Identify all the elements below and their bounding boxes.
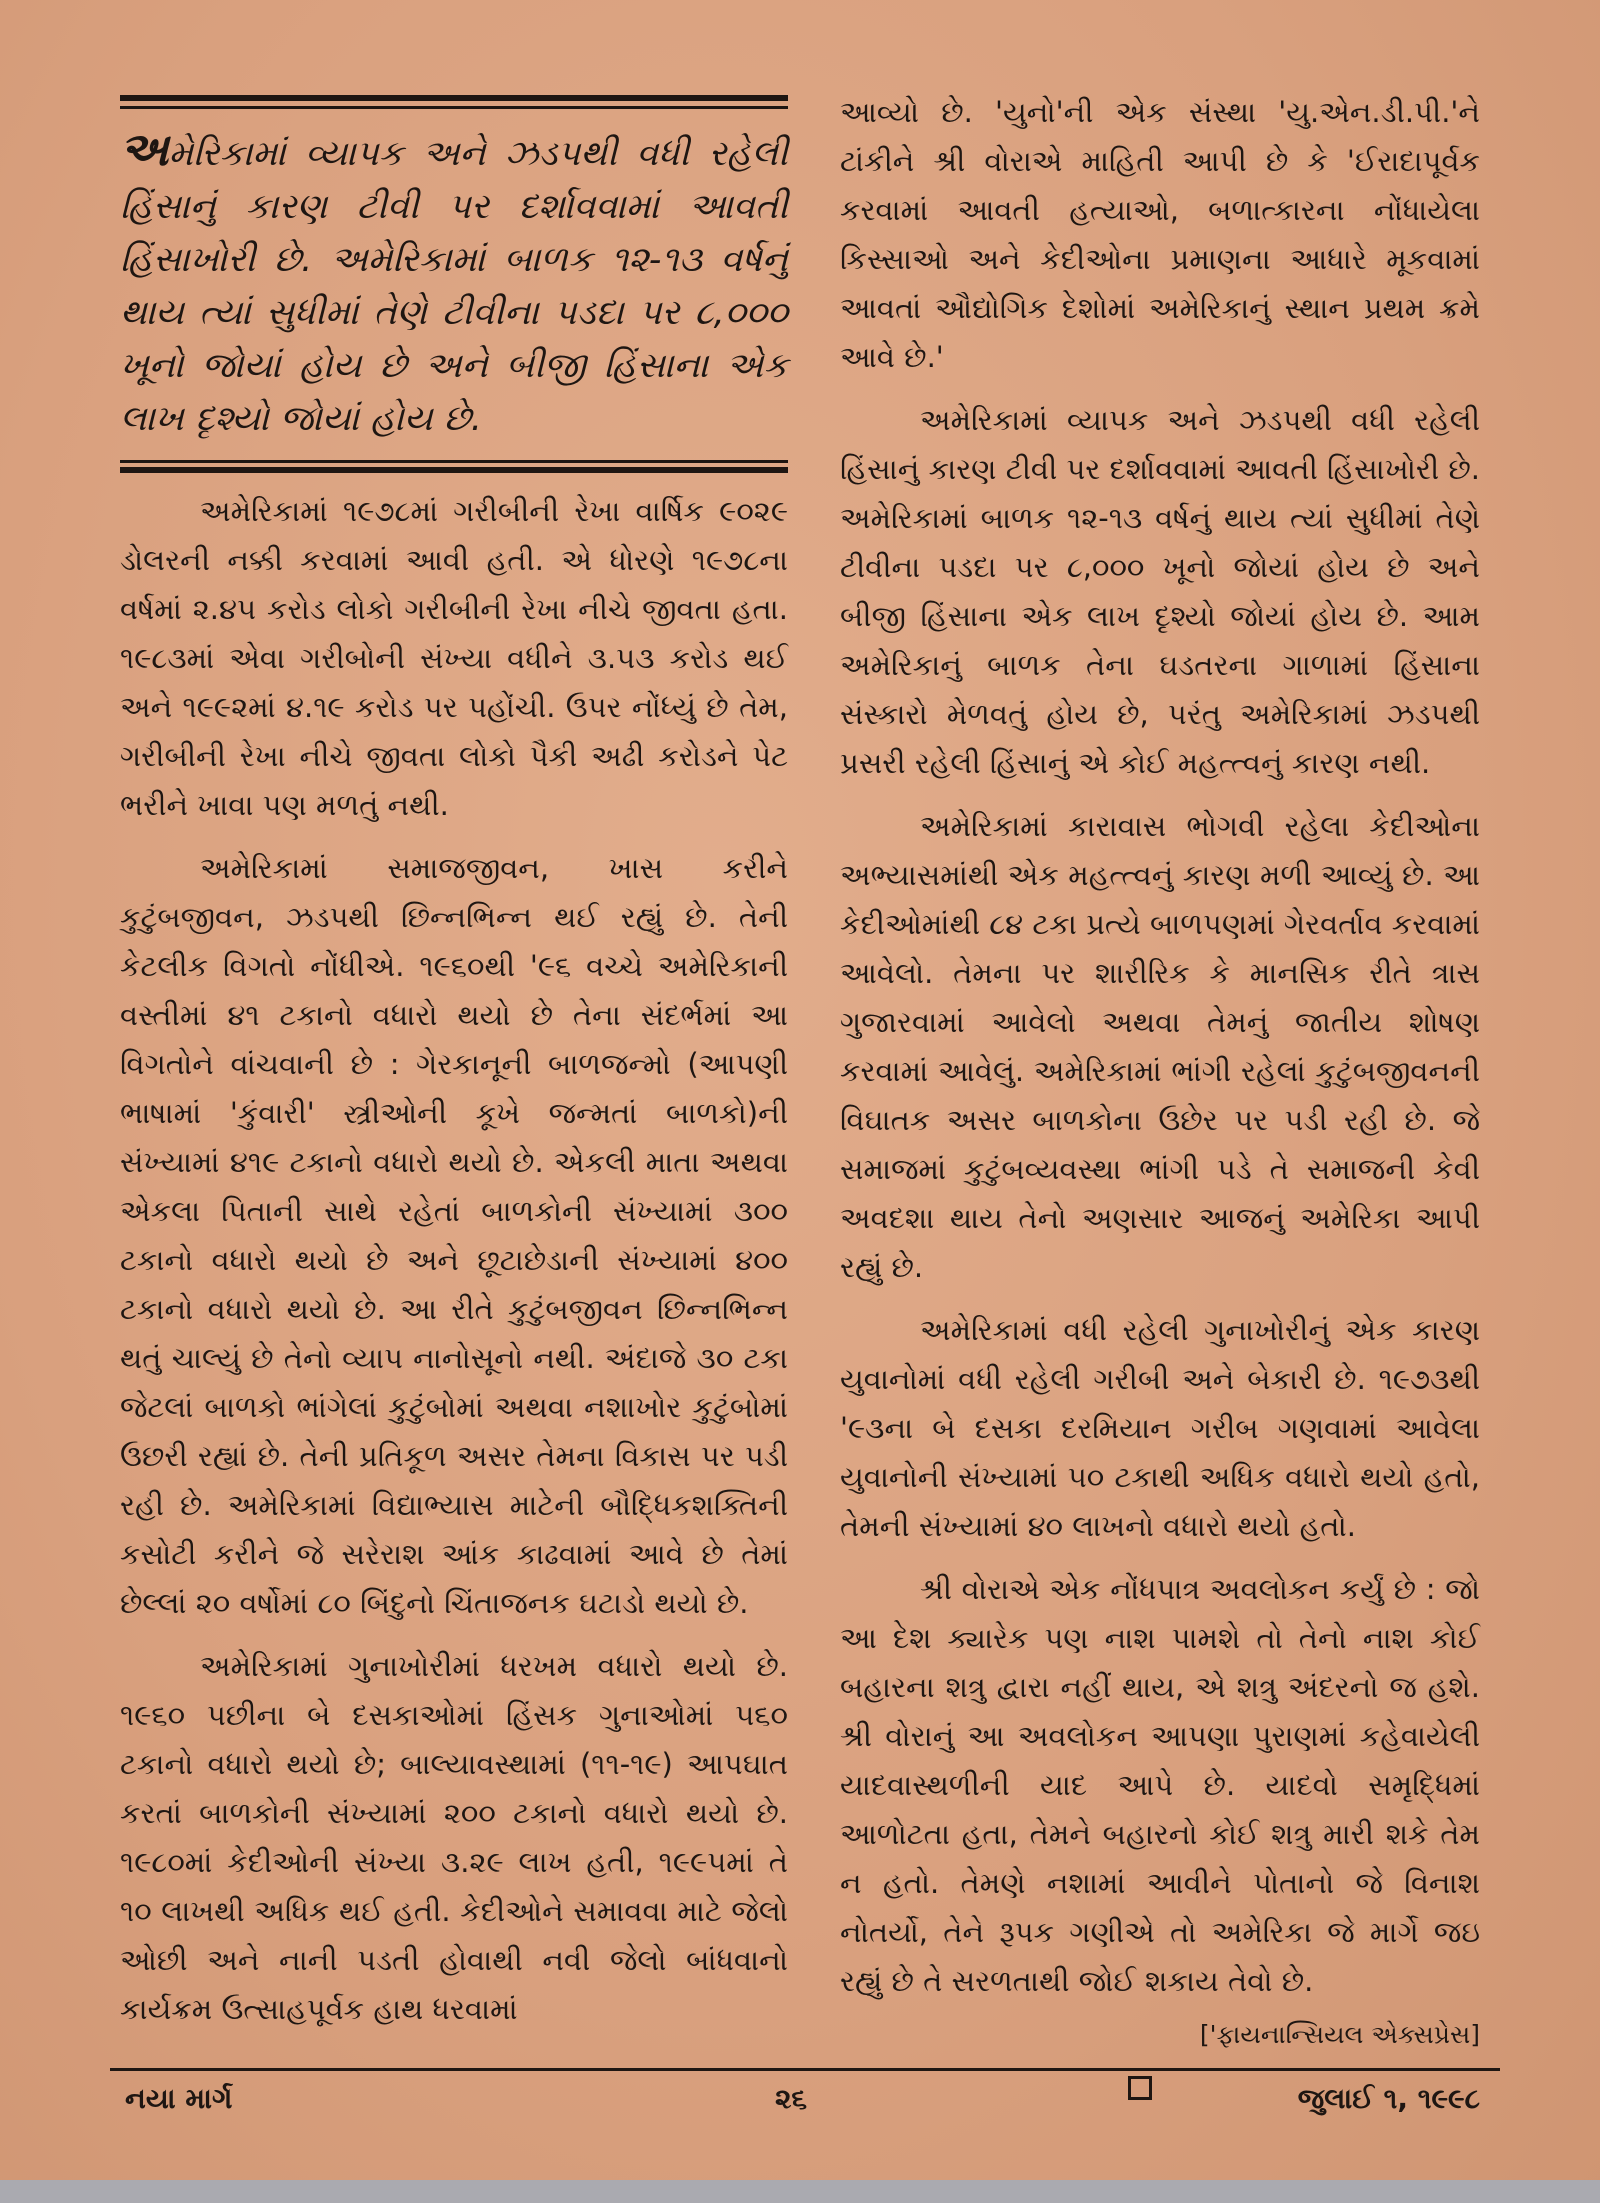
left-paragraph-1: અમેરિકામાં ૧૯૭૮માં ગરીબીની રેખા વાર્ષિક ૯૦૨૯ ડોલરની નક્કી કરવામાં આવી હતી. એ ધોરણે ૧૯૭૮ના વર્ષમાં ૨.૪૫ કરોડ લોકો ગરીબીની રેખા નીચે જીવતા હતા. ૧૯૮૩માં એવા ગરીબોની સંખ્યા વધીને ૩.૫૩ કરોડ થઈ અને ૧૯૯૨માં ૪.૧૯ કરોડ પર પહોંચી. ઉપર નોંધ્યું છે તેમ, ગરીબીની રેખા નીચે જીવતા લોકો પૈકી અઢી કરોડને પેટ ભરીને ખાવા પણ મળતું નથી. xyxy=(120,494,788,822)
footer-publication-name: નયા માર્ગ xyxy=(125,2082,233,2115)
scan-bottom-strip xyxy=(0,2180,1600,2203)
footer-page-number: ૨૬ xyxy=(775,2082,808,2115)
pull-quote-top-rule xyxy=(120,95,788,101)
pull-quote-bottom-rule-thin xyxy=(120,460,788,463)
right-paragraph-4: શ્રી વોરાએ એક નોંધપાત્ર અવલોકન કર્યું છે : જો આ દેશ ક્યારેક પણ નાશ પામશે તો તેનો નાશ કોઈ બહારના શત્રુ દ્વારા નહીં થાય, એ શત્રુ અંદરનો જ હશે. શ્રી વોરાનું આ અવલોકન આપણા પુરાણમાં કહેવાયેલી યાદવાસ્થળીની યાદ આપે છે. યાદવો સમૃદ્ધિમાં આળોટતા હતા, તેમને બહારનો કોઈ શત્રુ મારી શકે તેમ ન હતો. તેમણે નશામાં આવીને પોતાનો જે વિનાશ નોતર્યો, તેને રૂપક ગણીએ તો અમેરિકા જે માર્ગે જઇ રહ્યું છે તે સરળતાથી જોઈ શકાય તેવો છે. xyxy=(840,1572,1480,1998)
pull-quote-drop-cap: અ xyxy=(120,122,169,176)
pull-quote-bottom-rule xyxy=(120,467,788,473)
source-credit: ['ફાયનાન્સિયલ એક્સપ્રેસ] xyxy=(1199,2020,1480,2049)
right-column xyxy=(840,88,1480,2100)
right-continuation-paragraph: આવ્યો છે. 'યુનો'ની એક સંસ્થા 'યુ.એન.ડી.પી.'ને ટાંકીને શ્રી વોરાએ માહિતી આપી છે કે 'ઈરાદાપૂર્વક કરવામાં આવતી હત્યાઓ, બળાત્કારના નોંધાયેલા કિસ્સાઓ અને કેદીઓના પ્રમાણના આધારે મૂકવામાં આવતાં ઔદ્યોગિક દેશોમાં અમેરિકાનું સ્થાન પ્રથમ ક્રમે આવે છે.' xyxy=(840,95,1480,374)
footer-rule xyxy=(110,2068,1500,2071)
right-paragraph-3: અમેરિકામાં વધી રહેલી ગુનાખોરીનું એક કારણ યુવાનોમાં વધી રહેલી ગરીબી અને બેકારી છે. ૧૯૭૩થી '૯૩ના બે દસકા દરમિયાન ગરીબ ગણવામાં આવેલા યુવાનોની સંખ્યામાં ૫૦ ટકાથી અધિક વધારો થયો હતો, તેમની સંખ્યામાં ૪૦ લાખનો વધારો થયો હતો. xyxy=(840,1313,1480,1543)
footer-date: જુલાઈ ૧, ૧૯૯૮ xyxy=(1297,2082,1480,2115)
right-paragraph-1: અમેરિકામાં વ્યાપક અને ઝડપથી વધી રહેલી હિંસાનું કારણ ટીવી પર દર્શાવવામાં આવતી હિંસાખોરી છે. અમેરિકામાં બાળક ૧૨-૧૩ વર્ષનું થાય ત્યાં સુધીમાં તેણે ટીવીના પડદા પર ૮,૦૦૦ ખૂનો જોયાં હોય છે અને બીજી હિંસાના એક લાખ દૃશ્યો જોયાં હોય છે. આમ અમેરિકાનું બાળક તેના ઘડતરના ગાળામાં હિંસાના સંસ્કારો મેળવતું હોય છે, પરંતુ અમેરિકામાં ઝડપથી પ્રસરી રહેલી હિંસાનું એ કોઈ મહત્ત્વનું કારણ નથી. xyxy=(840,403,1480,780)
left-paragraph-2: અમેરિકામાં સમાજજીવન, ખાસ કરીને કુટુંબજીવન, ઝડપથી છિન્નભિન્ન થઈ રહ્યું છે. તેની કેટલીક વિગતો નોંધીએ. ૧૯૬૦થી '૯૬ વચ્ચે અમેરિકાની વસ્તીમાં ૪૧ ટકાનો વધારો થયો છે તેના સંદર્ભમાં આ વિગતોને વાંચવાની છે : ગેરકાનૂની બાળજન્મો (આપણી ભાષામાં 'કુંવારી' સ્ત્રીઓની કૂખે જન્મતાં બાળકો)ની સંખ્યામાં ૪૧૯ ટકાનો વધારો થયો છે. એકલી માતા અથવા એકલા પિતાની સાથે રહેતાં બાળકોની સંખ્યામાં ૩૦૦ ટકાનો વધારો થયો છે અને છૂટાછેડાની સંખ્યામાં ૪૦૦ ટકાનો વધારો થયો છે. આ રીતે કુટુંબજીવન છિન્નભિન્ન થતું ચાલ્યું છે તેનો વ્યાપ નાનોસૂનો નથી. અંદાજે ૩૦ ટકા જેટલાં બાળકો ભાંગેલાં કુટુંબોમાં અથવા નશાખોર કુટુંબોમાં ઉછરી રહ્યાં છે. તેની પ્રતિકૂળ અસર તેમના વિકાસ પર પડી રહી છે. અમેરિકામાં વિદ્યાભ્યાસ માટેની બૌદ્ધિકશક્તિની કસોટી કરીને જે સરેરાશ આંક કાઢવામાં આવે છે તેમાં છેલ્લાં ૨૦ વર્ષોમાં ૮૦ બિંદુનો ચિંતાજનક ઘટાડો થયો છે. xyxy=(120,851,788,1620)
pull-quote-text: મેરિકામાં વ્યાપક અને ઝડપથી વધી રહેલી હિંસાનું કારણ ટીવી પર દર્શાવવામાં આવતી હિંસાખોરી છે. અમેરિકામાં બાળક ૧૨-૧૩ વર્ષનું થાય ત્યાં સુધીમાં તેણે ટીવીના પડદા પર ૮,૦૦૦ ખૂનો જોયાં હોય છે અને બીજી હિંસાના એક લાખ દૃશ્યો જોયાં હોય છે. xyxy=(120,134,788,439)
end-of-article-square-icon xyxy=(1128,2076,1152,2100)
right-paragraph-2: અમેરિકામાં કારાવાસ ભોગવી રહેલા કેદીઓના અભ્યાસમાંથી એક મહત્ત્વનું કારણ મળી આવ્યું છે. આ કેદીઓમાંથી ૮૪ ટકા પ્રત્યે બાળપણમાં ગેરવર્તાવ કરવામાં આવેલો. તેમના પર શારીરિક કે માનસિક રીતે ત્રાસ ગુજારવામાં આવેલો અથવા તેમનું જાતીય શોષણ કરવામાં આવેલું. અમેરિકામાં ભાંગી રહેલાં કુટુંબજીવનની વિઘાતક અસર બાળકોના ઉછેર પર પડી રહી છે. જે સમાજમાં કુટુંબવ્યવસ્થા ભાંગી પડે તે સમાજની કેવી અવદશા થાય તેનો અણસાર આજનું અમેરિકા આપી રહ્યું છે. xyxy=(840,809,1480,1284)
left-paragraph-3: અમેરિકામાં ગુનાખોરીમાં ધરખમ વધારો થયો છે. ૧૯૬૦ પછીના બે દસકાઓમાં હિંસક ગુનાઓમાં ૫૬૦ ટકાનો વધારો થયો છે; બાલ્યાવસ્થામાં (૧૧-૧૯) આપઘાત કરતાં બાળકોની સંખ્યામાં ૨૦૦ ટકાનો વધારો થયો છે. ૧૯૮૦માં કેદીઓની સંખ્યા ૩.૨૯ લાખ હતી, ૧૯૯૫માં તે ૧૦ લાખથી અધિક થઈ હતી. કેદીઓને સમાવવા માટે જેલો ઓછી અને નાની પડતી હોવાથી નવી જેલો બાંધવાનો કાર્યક્રમ ઉત્સાહપૂર્વક હાથ ધરવામાં xyxy=(120,1649,788,2026)
left-column xyxy=(120,95,788,2048)
pull-quote xyxy=(120,109,788,460)
